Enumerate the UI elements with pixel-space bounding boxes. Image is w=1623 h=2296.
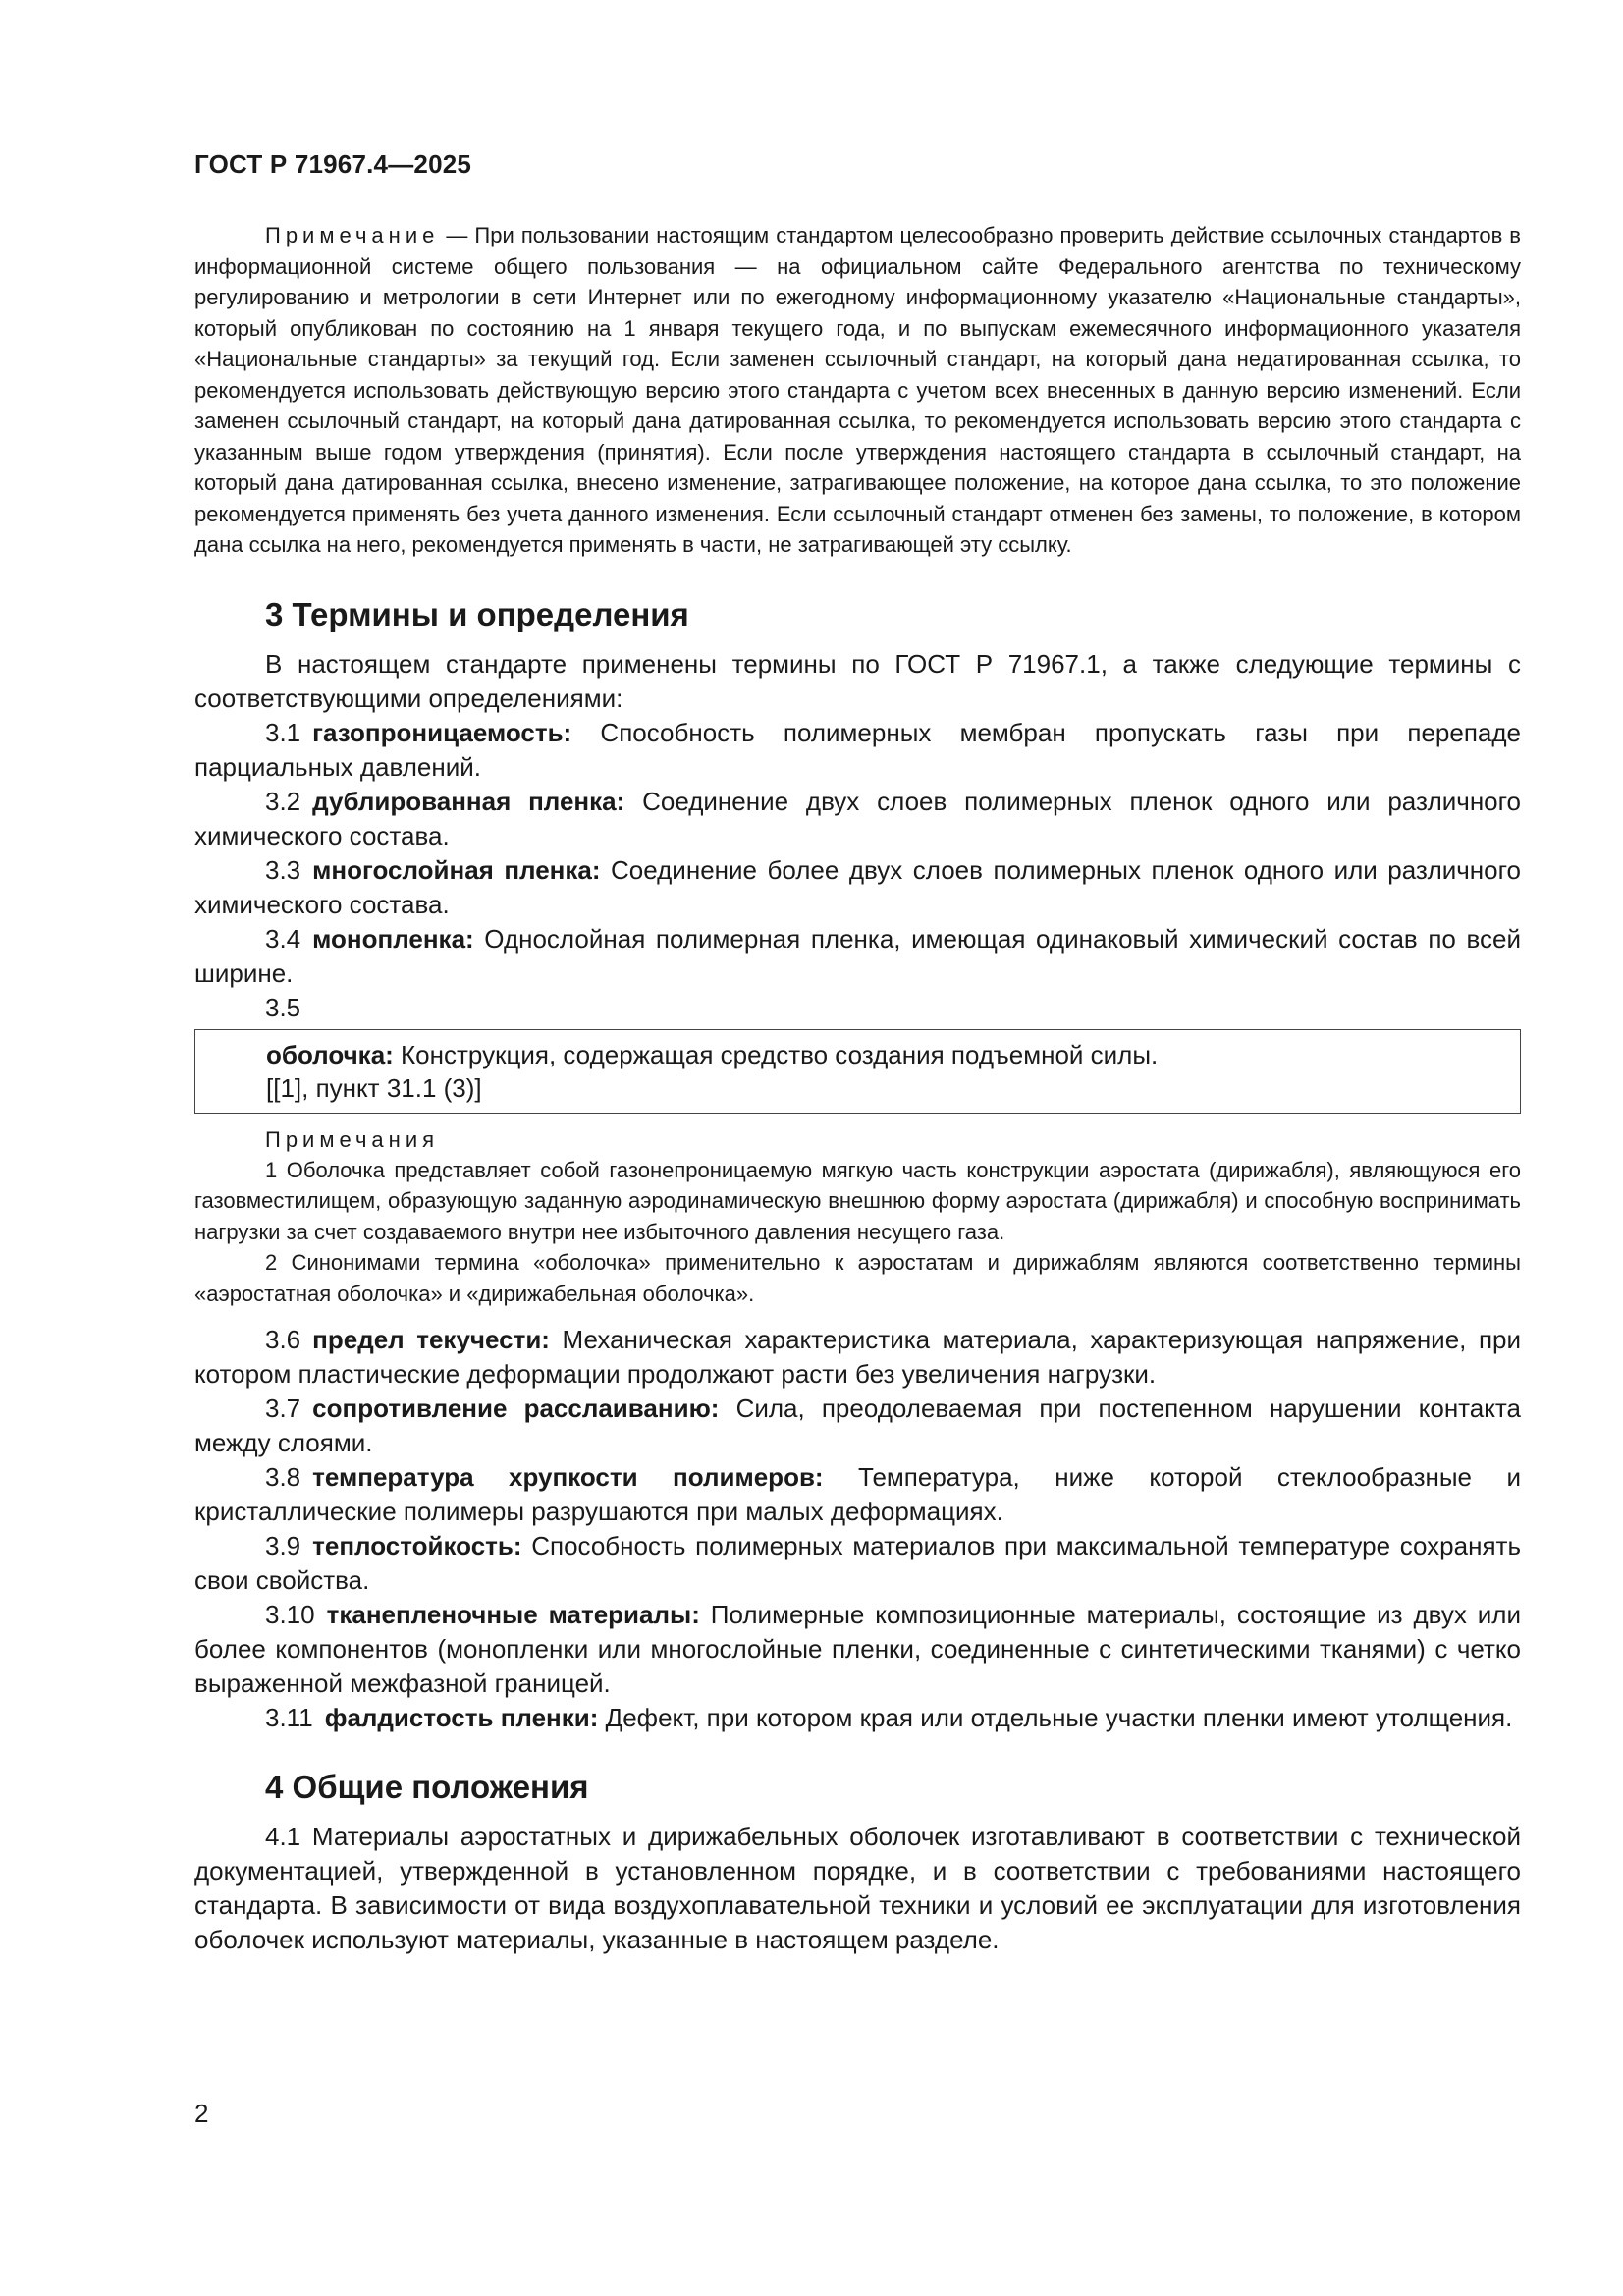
term-number: 3.1 bbox=[265, 717, 301, 747]
term-3-2 bbox=[194, 785, 1521, 853]
term-source-reference: [[1], пункт 31.1 (3)] bbox=[266, 1072, 482, 1103]
term-name: монопленка: bbox=[312, 923, 474, 954]
notes-title: Примечания bbox=[265, 1126, 440, 1152]
term-definition: Способность полимерных материалов при максимальной температуре сохранять свои свойства. bbox=[194, 1531, 1521, 1595]
term-number: 3.2 bbox=[265, 786, 301, 816]
term-name: многослойная пленка: bbox=[312, 854, 601, 885]
term-3-3 bbox=[194, 853, 1521, 922]
term-definition: Однослойная полимерная пленка, имеющая одинаковый химический состав по всей ширине. bbox=[194, 923, 1521, 988]
note-item-1: 1 Оболочка представляет собой газонепроницаемую мягкую часть конструкции аэростата (дирижабля), являющуюся его газовместилищем, образующую заданную аэродинамическую внешнюю форму аэростата (дирижабля) и способную воспринимать нагрузки за счет создаваемого внутри нее избыточного давления несущего газа. bbox=[194, 1157, 1521, 1244]
term-number: 3.11 bbox=[265, 1703, 313, 1732]
term-definition: Конструкция, содержащая средство создания подъемной силы. bbox=[393, 1039, 1159, 1069]
section-3-heading: 3 Термины и определения bbox=[265, 595, 689, 632]
term-name: газопроницаемость: bbox=[312, 717, 572, 747]
term-number: 3.7 bbox=[265, 1394, 301, 1423]
term-3-1 bbox=[194, 716, 1521, 785]
term-definition: Сила, преодолеваемая при постепенном нарушении контакта между слоями. bbox=[194, 1394, 1521, 1457]
term-3-9 bbox=[194, 1529, 1521, 1598]
term-name: сопротивление расслаиванию: bbox=[312, 1394, 720, 1423]
term-name: теплостойкость: bbox=[312, 1531, 522, 1560]
term-3-11 bbox=[194, 1701, 1521, 1735]
term-3-5-box bbox=[194, 1029, 1521, 1114]
term-definition: Температура, ниже которой стеклообразные и кристаллические полимеры разрушаются при малых деформациях. bbox=[194, 1462, 1521, 1526]
term-number: 3.3 bbox=[265, 854, 301, 885]
term-3-8 bbox=[194, 1460, 1521, 1529]
term-name: предел текучести: bbox=[312, 1325, 550, 1354]
document-header: ГОСТ Р 71967.4—2025 bbox=[194, 149, 472, 179]
term-3-10 bbox=[194, 1598, 1521, 1701]
clause-4-1: 4.1 Материалы аэростатных и дирижабельных оболочек изготавливают в соответствии с технической документацией, утвержденной в установленном порядке, и в соответствии с требованиями настоящего стандарта. В зависимости от вида воздухоплавательной техники и условий ее эксплуатации для изготовления оболочек используют материалы, указанные в настоящем разделе. bbox=[194, 1822, 1521, 1954]
term-number: 3.10 bbox=[265, 1600, 315, 1629]
term-name: фалдистость пленки: bbox=[324, 1703, 599, 1732]
note-paragraph bbox=[194, 220, 1521, 561]
term-3-7 bbox=[194, 1392, 1521, 1460]
term-3-5-number: 3.5 bbox=[265, 992, 301, 1022]
term-3-6 bbox=[194, 1323, 1521, 1392]
term-definition: Соединение более двух слоев полимерных пленок одного или различного химического состава. bbox=[194, 854, 1521, 919]
term-name: тканепленочные материалы: bbox=[326, 1600, 700, 1629]
term-definition: Полимерные композиционные материалы, состоящие из двух или более компонентов (монопленки или многослойные пленки, соединенные с синтетическими тканями) с четко выраженной межфазной границей. bbox=[194, 1600, 1521, 1698]
term-number: 3.8 bbox=[265, 1462, 301, 1492]
term-definition: Механическая характеристика материала, характеризующая напряжение, при котором пластические деформации продолжают расти без увеличения нагрузки. bbox=[194, 1325, 1522, 1389]
term-number: 3.9 bbox=[265, 1531, 301, 1560]
term-name: дублированная пленка: bbox=[312, 786, 625, 816]
term-3-4 bbox=[194, 922, 1521, 991]
page-content bbox=[194, 220, 1521, 1957]
note-label: Примечание bbox=[265, 223, 440, 247]
page-number: 2 bbox=[194, 2099, 209, 2128]
term-name: температура хрупкости полимеров: bbox=[312, 1462, 824, 1492]
term-number: 3.4 bbox=[265, 923, 301, 954]
note-item-2: 2 Синонимами термина «оболочка» применительно к аэростатам и дирижаблям являются соответственно термины «аэростатная оболочка» и «дирижабельная оболочка». bbox=[194, 1250, 1521, 1306]
term-definition: Способность полимерных мембран пропускать газы при перепаде парциальных давлений. bbox=[194, 717, 1521, 782]
note-text: — При пользовании настоящим стандартом целесообразно проверить действие ссылочных стандартов в информационной системе общего пользования — на официальном сайте Федерального агентства по техническому регулированию и метрологии в сети Интернет или по ежегодному информационному указателю «Национальные стандарты», который опубликован по состоянию на 1 января текущего года, и по выпускам ежемесячного информационного указателя «Национальные стандарты» за текущий год. Если заменен ссылочный стандарт, на который дана недатированная ссылка, то рекомендуется использовать действующую версию этого стандарта с учетом всех внесенных в данную версию изменений. Если заменен ссылочный стандарт, на который дана датированная ссылка, то рекомендуется использовать версию этого стандарта с указанным выше годом утверждения (принятия). Если после утверждения настоящего стандарта в ссылочный стандарт, на который дана датированная ссылка, внесено изменение, затрагивающее положение, на которое дана ссылка, то это положение рекомендуется применять без учета данного изменения. Если ссылочный стандарт отменен без замены, то положение, в котором дана ссылка на него, рекомендуется применять в части, не затрагивающей эту ссылку. bbox=[194, 223, 1521, 557]
term-name: оболочка: bbox=[266, 1039, 394, 1069]
section-3-intro: В настоящем стандарте применены термины по ГОСТ Р 71967.1, а также следующие термины с соответствующими определениями: bbox=[194, 648, 1521, 713]
boxed-term-line bbox=[266, 1038, 1500, 1071]
section-4-heading: 4 Общие положения bbox=[265, 1769, 589, 1805]
term-number: 3.6 bbox=[265, 1325, 301, 1354]
term-definition: Соединение двух слоев полимерных пленок одного или различного химического состава. bbox=[194, 786, 1522, 850]
term-definition: Дефект, при котором края или отдельные участки пленки имеют утолщения. bbox=[598, 1703, 1513, 1732]
